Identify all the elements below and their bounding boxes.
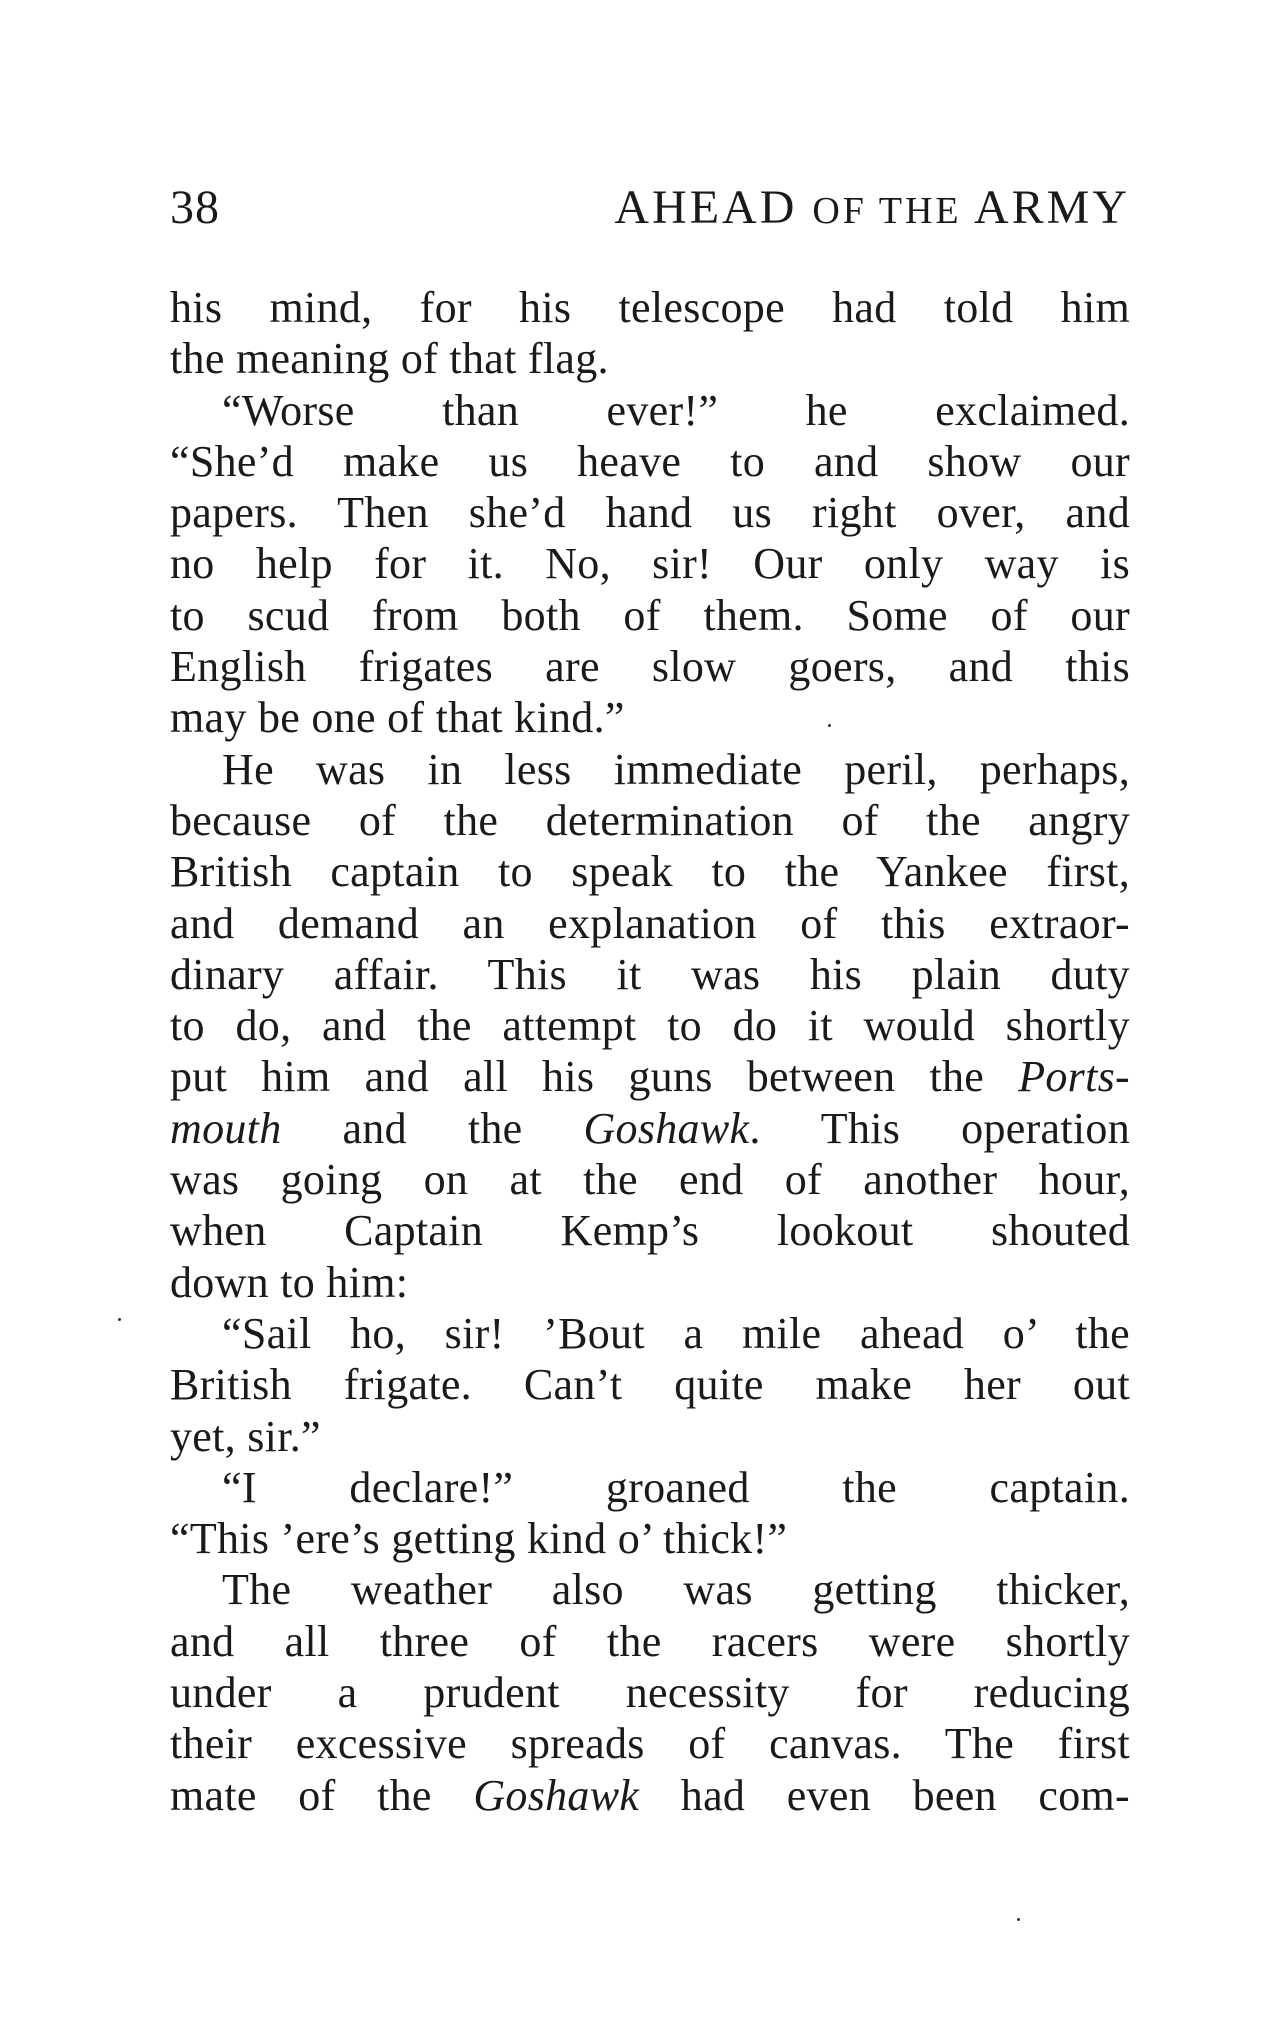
text-line: “Sail ho, sir! ’Bout a mile ahead o’ the — [222, 1308, 1130, 1358]
ship-name: Goshawk — [473, 1770, 640, 1820]
text-line: under a prudent necessity for reducing — [170, 1668, 1130, 1718]
text-line: to do, and the attempt to do it would shortly — [170, 1001, 1130, 1051]
text-line: their excessive spreads of canvas. The first — [170, 1719, 1130, 1769]
text-run: had even been com- — [639, 1770, 1131, 1820]
running-head-part: AHEAD — [614, 181, 813, 234]
text-line: the meaning of that flag. — [170, 334, 609, 384]
text-run: . This operation — [749, 1103, 1131, 1153]
ship-name: Ports- — [1018, 1052, 1130, 1102]
text-line: no help for it. No, sir! Our only way is — [170, 539, 1130, 589]
text-line: “This ’ere’s getting kind o’ thick!” — [170, 1514, 788, 1564]
ship-name: mouth — [170, 1103, 282, 1153]
text-run: mate of the — [170, 1770, 474, 1820]
ship-name: Goshawk — [583, 1103, 750, 1153]
text-line: British frigate. Can’t quite make her out — [170, 1360, 1130, 1410]
print-speck — [828, 724, 831, 727]
text-line: may be one of that kind.” — [170, 693, 625, 743]
text-run: put him and all his guns between the — [170, 1052, 1019, 1102]
text-line: He was in less immediate peril, perhaps, — [222, 744, 1130, 794]
text-line: was going on at the end of another hour, — [170, 1155, 1130, 1205]
print-speck — [1017, 1918, 1020, 1921]
text-line: “I declare!” groaned the captain. — [222, 1462, 1130, 1512]
print-speck — [118, 1318, 121, 1321]
text-line: when Captain Kemp’s lookout shouted — [170, 1206, 1130, 1256]
text-line: “She’d make us heave to and show our — [170, 436, 1130, 486]
text-line: and all three of the racers were shortly — [170, 1616, 1130, 1666]
text-line: dinary affair. This it was his plain duty — [170, 949, 1130, 999]
text-line: The weather also was getting thicker, — [222, 1565, 1130, 1615]
text-line: because of the determination of the angry — [170, 795, 1130, 845]
text-line: British captain to speak to the Yankee first, — [170, 847, 1130, 897]
text-line — [170, 1051, 1130, 1102]
text-line: yet, sir.” — [170, 1411, 321, 1461]
text-run: and the — [281, 1103, 584, 1153]
page-number: 38 — [170, 181, 220, 234]
body-text — [170, 282, 1130, 1821]
running-head-part: ARMY — [961, 181, 1130, 234]
text-line: “Worse than ever!” he exclaimed. — [222, 385, 1130, 435]
text-line: down to him: — [170, 1257, 409, 1307]
running-head-smallcaps: OF THE — [812, 190, 962, 232]
text-line: English frigates are slow goers, and this — [170, 642, 1130, 692]
text-line: and demand an explanation of this extraor- — [170, 898, 1130, 948]
text-line — [170, 1770, 1130, 1821]
text-line: to scud from both of them. Some of our — [170, 590, 1130, 640]
text-line — [170, 1103, 1130, 1154]
text-line: papers. Then she’d hand us right over, and — [170, 488, 1130, 538]
page-header — [170, 178, 1130, 238]
text-line: his mind, for his telescope had told him — [170, 283, 1130, 332]
running-head — [614, 178, 1130, 241]
